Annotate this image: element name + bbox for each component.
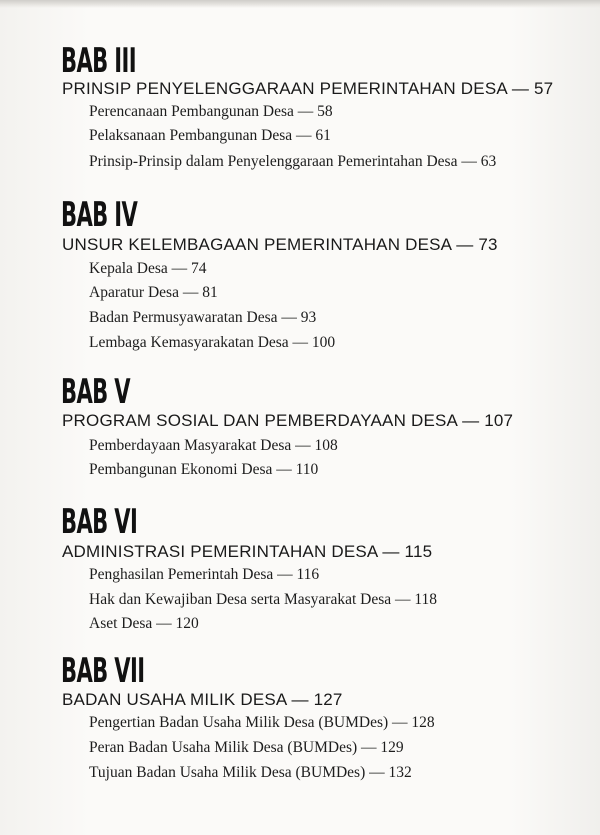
chapter-number: BAB V [61, 372, 131, 412]
toc-entry: Tujuan Badan Usaha Milik Desa (BUMDes) — 132 [89, 764, 412, 781]
chapter-title: ADMINISTRASI PEMERINTAHAN DESA — 115 [62, 542, 433, 561]
chapter-number: BAB III [61, 41, 136, 81]
toc-entry: Pembangunan Ekonomi Desa — 110 [89, 461, 319, 478]
chapter-number: BAB IV [61, 195, 138, 235]
chapter-title: PROGRAM SOSIAL DAN PEMBERDAYAAN DESA — 107 [62, 411, 514, 430]
toc-entry: Lembaga Kemasyarakatan Desa — 100 [89, 334, 336, 351]
chapter-number: BAB VI [61, 502, 138, 542]
toc-entry: Pelaksanaan Pembangunan Desa — 61 [89, 127, 331, 144]
chapter-title: PRINSIP PENYELENGGARAAN PEMERINTAHAN DESA — 57 [62, 79, 554, 98]
chapter-number: BAB VII [61, 651, 145, 691]
toc-entry: Kepala Desa — 74 [89, 260, 207, 277]
toc-entry: Pengertian Badan Usaha Milik Desa (BUMDes) — 128 [89, 714, 435, 731]
toc-entry: Penghasilan Pemerintah Desa — 116 [89, 566, 320, 583]
toc-entry: Aset Desa — 120 [89, 615, 199, 632]
toc-entry: Aparatur Desa — 81 [89, 284, 218, 301]
toc-entry: Peran Badan Usaha Milik Desa (BUMDes) — 129 [89, 739, 404, 756]
toc-entry: Hak dan Kewajiban Desa serta Masyarakat Desa — 118 [89, 591, 438, 608]
chapter-title: UNSUR KELEMBAGAAN PEMERINTAHAN DESA — 73 [62, 235, 498, 254]
toc-entry: Prinsip-Prinsip dalam Penyelenggaraan Pemerintahan Desa — 63 [89, 153, 497, 170]
page-top-edge [0, 0, 600, 8]
toc-entry: Badan Permusyawaratan Desa — 93 [89, 309, 317, 326]
chapter-title: BADAN USAHA MILIK DESA — 127 [62, 690, 343, 709]
toc-entry: Pemberdayaan Masyarakat Desa — 108 [89, 437, 338, 454]
toc-entry: Perencanaan Pembangunan Desa — 58 [89, 103, 333, 120]
